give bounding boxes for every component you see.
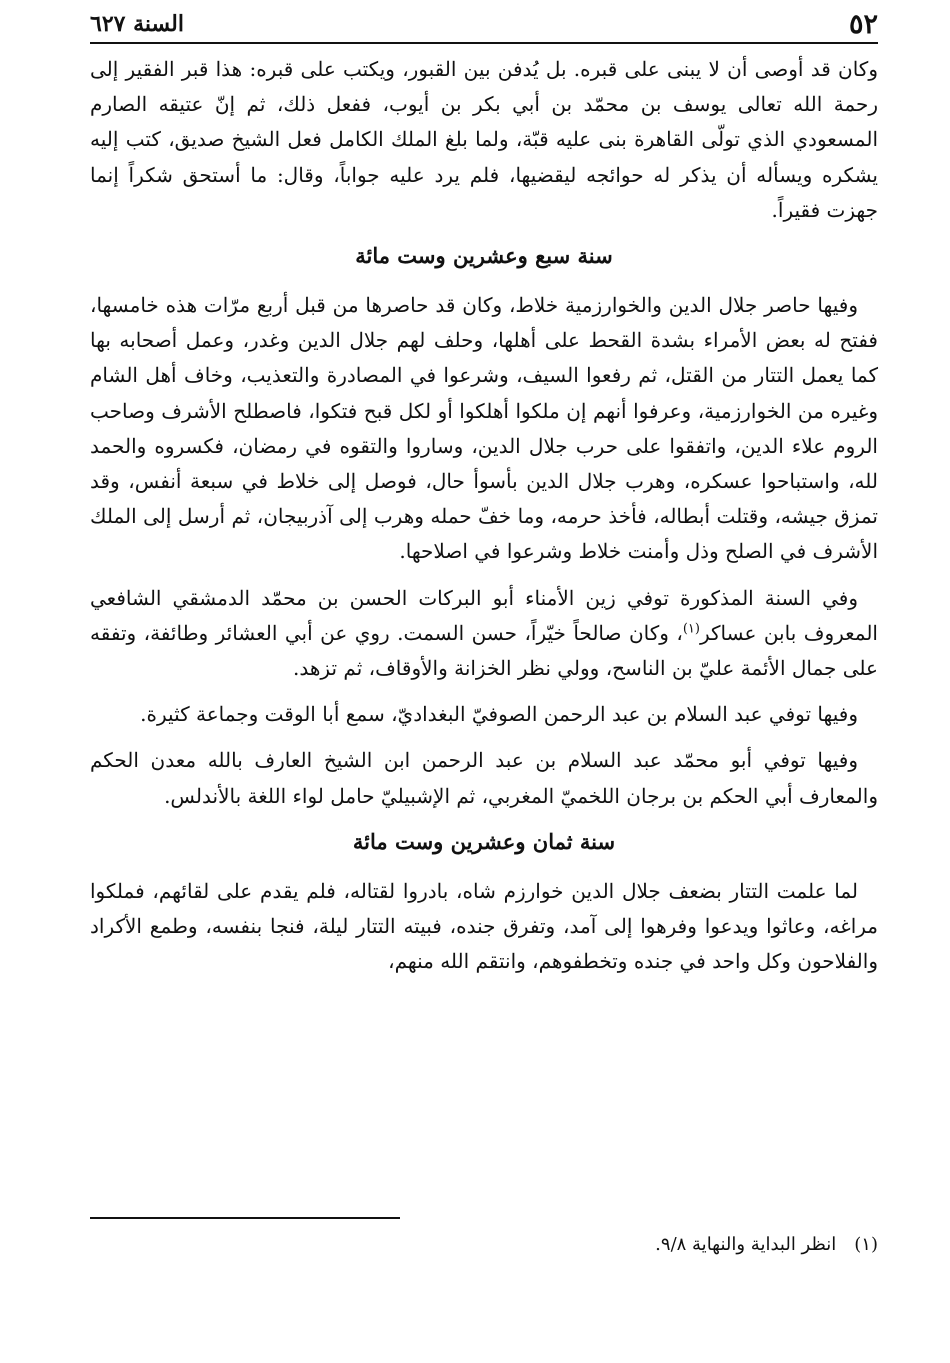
book-page [90, 0, 878, 1363]
section-heading: سنة سبع وعشرين وست مائة [355, 243, 613, 269]
section-heading: سنة ثمان وعشرين وست مائة [352, 828, 616, 854]
footnote-text: انظر البداية والنهاية ٩/٨. [655, 1234, 837, 1255]
running-header [90, 6, 878, 44]
running-title: السنة ٦٢٧ [90, 11, 184, 37]
page-number: ٥٢ [848, 8, 878, 40]
paragraph: وفيها توفي عبد السلام بن عبد الرحمن الصوفيّ البغداديّ، سمع أبا الوقت وجماعة كثيرة. [140, 702, 858, 727]
paragraph: وفيها حاصر جلال الدين والخوارزمية خلاط، وكان قد حاصرها من قبل أربع مرّات هذه خامسها، ففتح له بعض الأمراء بشدة القحط على أهلها، وحلف لهم جلال الدين وغدر، وعمل أصحابه بها كما يعمل التتار من القتل، ثم رفعوا السيف، وشرعوا في المصادرة والتعذيب، وخاف أهل الشام وغيره من الخوارزمية، وعرفوا أنهم إن ملكوا أهلكوا أو لكل قبح فتكوا، فاصطلح الأشرف وصاحب الروم علاء الدين، واتفقوا على حرب جلال الدين، وساروا والتقوه في رمضان، فكسروه والحمد لله، واستباحوا عسكره، وهرب جلال الدين بأسوأ حال، فوصل إلى خلاط في سبعة أنفس، وقد تمزق جيشه، وقتلت أبطاله، فأخذ حرمه، وما خفّ حمله وهرب إلى آذربيجان، ثم أرسل إلى الملك الأشرف في الصلح وذل وأمنت خلاط وشرعوا في اصلاحها. [90, 293, 878, 564]
paragraph-text: وفي السنة المذكورة توفي زين الأمناء أبو البركات الحسن بن محمّد الدمشقي الشافعي المعروف بابن عساكر [90, 585, 878, 645]
paragraph-text: ، وكان صالحاً خيّراً، حسن السمت. روي عن أبي العشائر وطائفة، وتفقه على جمال الأئمة عليّ بن الناسح، وولي نظر الخزانة والأوقاف، ثم تزهد. [90, 620, 878, 681]
footnote-reference[interactable]: (١) [682, 621, 700, 637]
paragraph-with-footnote [90, 581, 878, 687]
paragraph: وفيها توفي أبو محمّد عبد السلام بن عبد الرحمن ابن الشيخ العارف بالله معدن الحكم والمعارف أبي الحكم بن برجان اللخميّ المغربي، ثم الإشبيليّ حامل لواء اللغة بالأندلس. [90, 748, 878, 808]
footnote-divider [90, 1217, 400, 1219]
footnote-mark: (١) [854, 1234, 878, 1255]
paragraph: وكان قد أوصى أن لا يبنى على قبره. بل يُدفن بين القبور، ويكتب على قبره: هذا قبر الفقير إلى رحمة الله تعالى يوسف بن محمّد بن أبي بكر بن أيوب، ففعل ذلك، ثم إنّ عتيقه الصارم المسعودي الذي تولّى القاهرة بنى عليه قبّة، ولما بلغ الملك الكامل فعل الشيخ صديق، كتب إليه يشكره ويسأله أن يذكر له حوائجه ليقضيها، فلم يرد عليه جواباً، وقال: ما أستحق شكراً إنما جهزت فقيراً. [90, 57, 878, 222]
footnote [90, 1232, 878, 1258]
paragraph: لما علمت التتار بضعف جلال الدين خوارزم شاه، بادروا لقتاله، فلم يقدم على لقائهم، فملكوا مراغه، وعاثوا ويدعوا وفرهوا إلى آمد، وتفرق جنده، فبيته التتار ليلة، فنجا بنفسه، وطمع الأكراد والفلاحون وكل واحد في جنده وتخطفوهم، وانتقم الله منهم، [90, 878, 878, 974]
main-text [90, 52, 878, 990]
